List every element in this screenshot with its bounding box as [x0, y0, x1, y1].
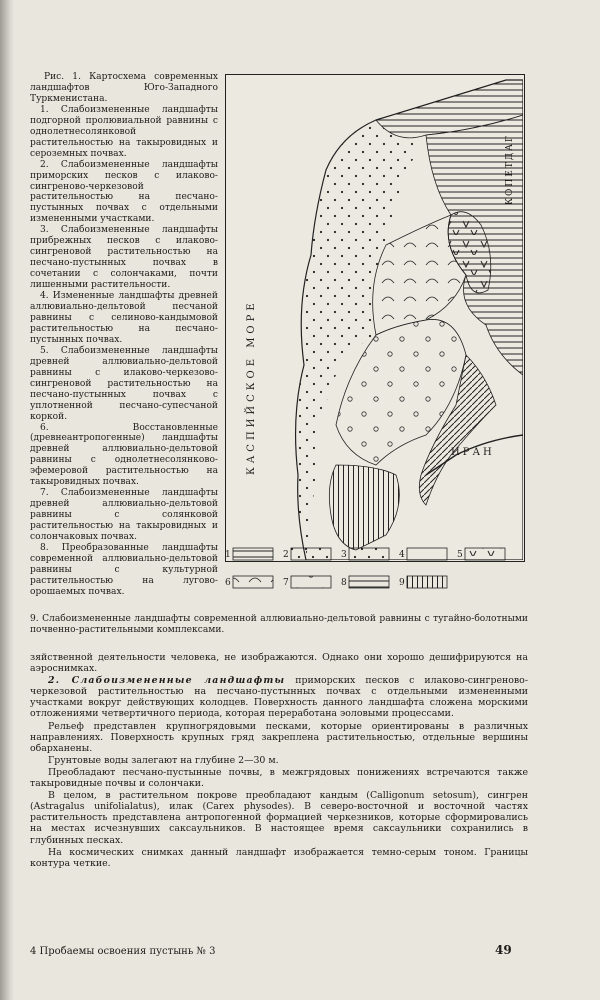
body-paragraph-vegetation: В целом, в растительном покрове преобладают кандым (Calligonum setosum), сингрен (Astragalus unifolialatus), илак (Carex physodes). В северо-восточной и восточной частях растительность представлена антропогенной формацией черкезников, которые сформировались на местах исчезнувших саксаульников. В настоящее время саксаульники сохранились в глубинных песках. — [30, 790, 528, 846]
caption-tail — [30, 614, 528, 636]
legend-swatch-4 — [407, 548, 447, 560]
caption-item-1: 1. Слабоизмененные ландшафты подгорной пролювиальной равнины с однолетнесолянковой растительностью на такыровидных и сероземных почвах. — [30, 104, 218, 159]
legend-label-3: 3 — [341, 550, 347, 560]
legend-label-4: 4 — [399, 550, 405, 560]
section-2-paragraph — [30, 675, 528, 719]
caption-item-8: 8. Преобразованные ландшафты современной аллювиально-дельтовой равнины с культурной растительностью на лугово-орошаемых почвах. — [30, 542, 218, 597]
section-2-heading: 2. Слабоизмененные ландшафты — [48, 675, 286, 687]
legend-label-7: 7 — [283, 578, 289, 588]
section-2-text: приморских песков с илаково-сингреново-черкезовой растительностью на песчано-пустынных почвах с отдельными измененными участками вокруг действующих колодцев. Поверхность данного ландшафта сложена морскими отложениями четвертичного периода, которая переработана эоловыми процессами. — [30, 675, 528, 720]
map-legend — [225, 536, 525, 612]
legend-swatch-5 — [465, 548, 505, 560]
body-paragraph-soils: Преобладают песчано-пустынные почвы, в межгрядовых понижениях встречаются также такыровидные почвы и солончаки. — [30, 766, 528, 790]
caption-item-3: 3. Слабоизмененные ландшафты прибрежных песков с илаково-сингреновой растительностью на песчано-пустынных почвах в сочетании с солончаками, почти лишенными растительности. — [30, 225, 218, 291]
map-label-iran: ИРАН — [451, 447, 495, 458]
body-paragraph-1: зяйственной деятельности человека, не изображаются. Однако они хорошо дешифрируются на аэроснимках. — [30, 652, 528, 675]
body-paragraph-groundwater: Грунтовые воды залегают на глубине 2—30 м. — [48, 754, 279, 766]
map-label-sea: КАСПИЙСКОЕ МОРЕ — [246, 299, 257, 475]
body-paragraph-relief: Рельеф представлен крупногрядовыми песками, которые ориентированы в различных направлениях. Поверхность крупных гряд закреплена растительностью, отдельные вершины обарханены. — [30, 720, 528, 754]
caption-item-6: 6. Восстановленные (древнеантропогенные) ландшафты древней аллювиально-дельтовой равнины с однолетнесолянково-эфемеровой растительностью на такыровидных почвах. — [30, 422, 218, 488]
legend-swatch-9 — [407, 576, 447, 588]
map-label-kopetdag: КОПЕТДАГ — [505, 134, 515, 205]
caption-item-9: 9. Слабоизмененные ландшафты современной аллювиально-дельтовой равнины с тугайно-болотными почвенно-растительными комплексами. — [30, 614, 528, 635]
caption-item-7: 7. Слабоизмененные ландшафты древней аллювиально-дельтовой равнины с солянковой растительностью на такыровидных и солончаковых почвах. — [30, 488, 218, 543]
legend-label-5: 5 — [457, 550, 463, 560]
caption-title: Рис. 1. Картосхема современных ландшафтов Юго-Западного Туркменистана. — [30, 72, 218, 104]
legend-label-6: 6 — [225, 578, 231, 588]
figure-caption — [30, 72, 218, 598]
legend-swatch-2 — [291, 548, 331, 560]
caption-item-5: 5. Слабоизмененные ландшафты древней аллювиально-дельтовой равнины с илаково-черкезово-сингреновой растительностью на песчано-пустынных почвах с уплотненной песчано-супесчаной коркой. — [30, 345, 218, 422]
legend-swatch-6 — [233, 576, 273, 588]
legend-label-2: 2 — [283, 550, 289, 560]
page-number: 49 — [495, 943, 512, 957]
body-paragraph-satellite: На космических снимках данный ландшафт изображается темно-серым тоном. Границы контура четкие. — [30, 846, 528, 869]
running-footer: 4 Пробаемы освоения пустынь № 3 — [30, 946, 216, 957]
legend-label-8: 8 — [341, 578, 347, 588]
legend-swatch-7 — [291, 576, 331, 588]
map-svg — [226, 75, 523, 560]
page-gutter-shadow — [0, 0, 14, 1000]
legend-swatch-8 — [349, 576, 389, 588]
legend-label-1: 1 — [225, 550, 231, 560]
caption-item-4: 4. Измененные ландшафты древней аллювиально-дельтовой песчаной равнины с селиново-кандымовой растительностью на песчано-пустынных почвах. — [30, 291, 218, 345]
legend-swatch-3 — [349, 548, 389, 560]
body-text — [30, 652, 528, 870]
legend-swatch-1 — [233, 548, 273, 560]
caption-item-2: 2. Слабоизмененные ландшафты приморских песков с илаково-сингреново-черкезовой растительностью на песчано-пустынных почвах с отдельными измененными участками. — [30, 159, 218, 225]
legend-label-9: 9 — [399, 578, 405, 588]
landscape-map — [225, 74, 525, 562]
